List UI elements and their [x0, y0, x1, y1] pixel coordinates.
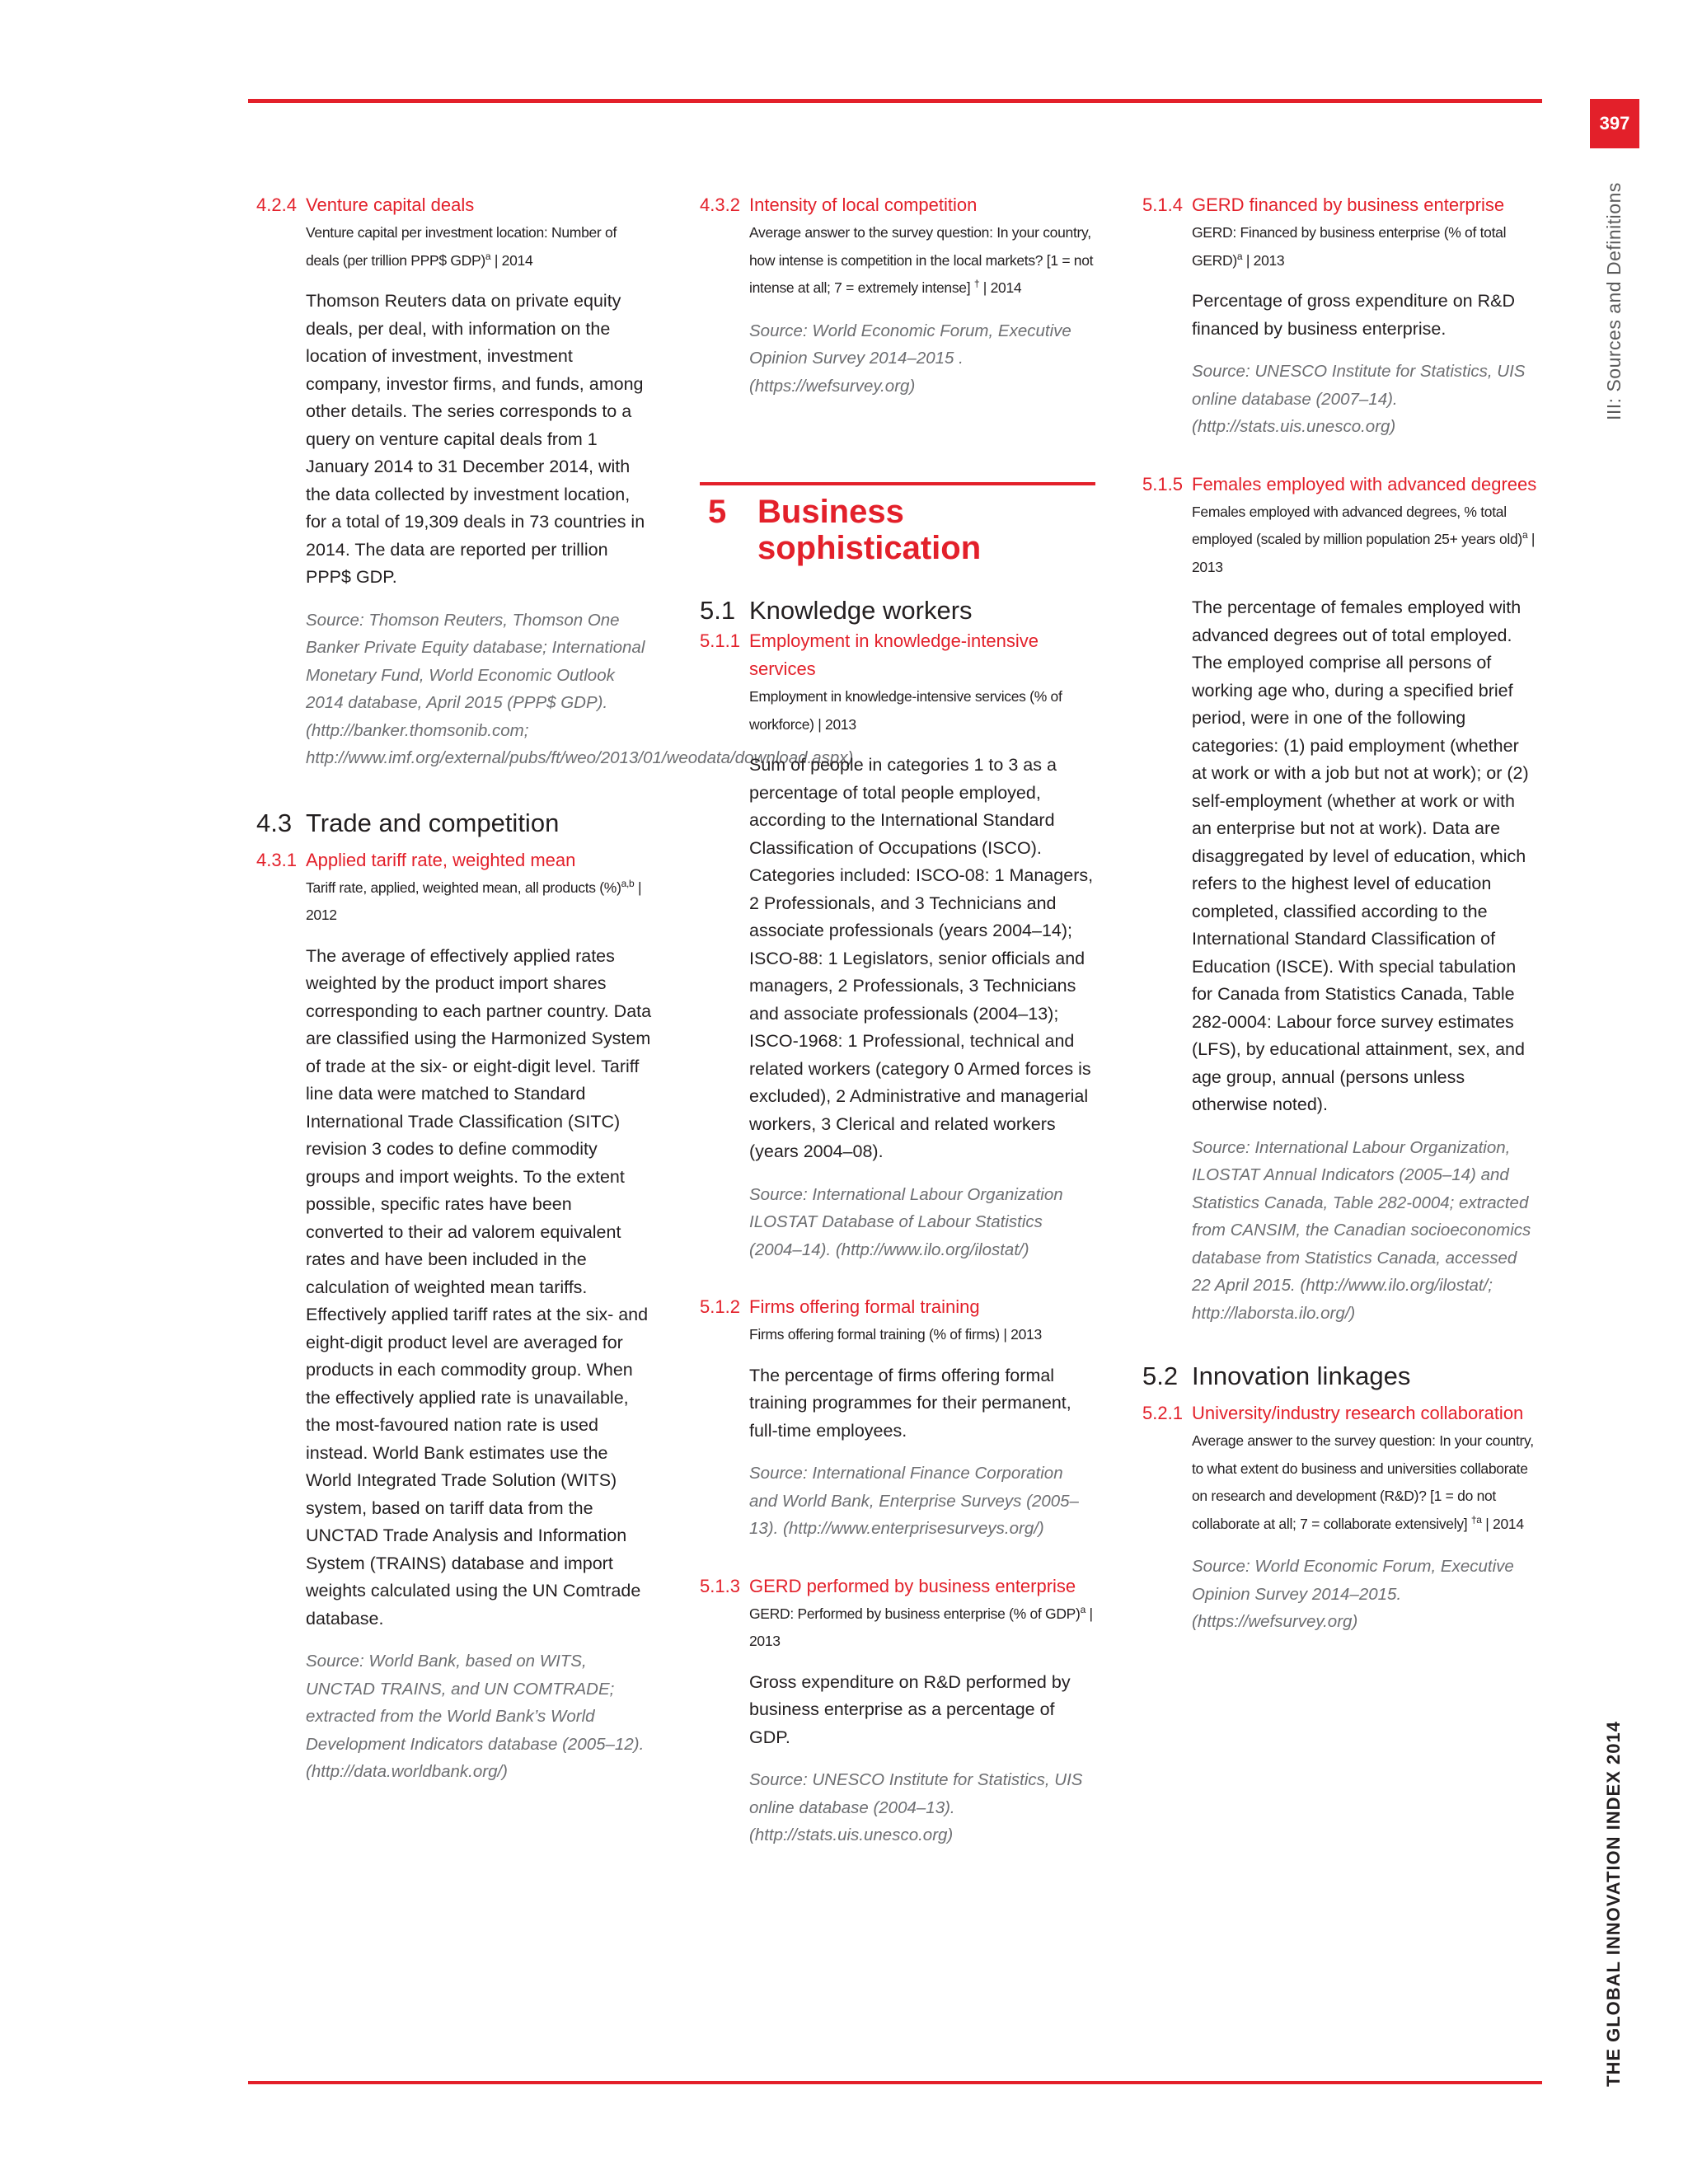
indicator-definition: GERD: Financed by business enterprise (% of total GERD)$^a$ | 2013: [1192, 224, 1507, 269]
indicator-title: Venture capital deals: [306, 194, 475, 215]
indicator-source: Source: UNESCO Institute for Statistics, UIS online database (2007–14). (http://stats.uis.unesco.org): [1192, 362, 1526, 436]
indicator-4-3-2: [700, 191, 1095, 400]
indicator-definition: Firms offering formal training (% of firms) | 2013: [749, 1326, 1042, 1343]
indicator-number: 4.3.2: [700, 194, 740, 215]
indicator-source: Source: World Economic Forum, Executive Opinion Survey 2014–2015 . (https://wefsurvey.org): [749, 321, 1071, 396]
indicator-5-1-4: [1142, 191, 1538, 441]
pillar-heading-5: 5 Business sophistication: [700, 482, 1095, 566]
indicator-5-1-5: [1142, 471, 1538, 1328]
indicator-definition: Females employed with advanced degrees, % total employed (scaled by million population 25+ years old)$^a$ | 2013: [1192, 503, 1536, 575]
indicator-5-1-3: [700, 1572, 1095, 1849]
indicator-definition: Average answer to the survey question: In your country, to what extent do business and universities collaborate on research and development (R&D)? [1 = do not collaborate at all; 7 = collaborate extensively] $^{\dagger a}$ | 2014: [1192, 1432, 1534, 1532]
indicator-title: Firms offering formal training: [749, 1296, 980, 1317]
indicator-description: Sum of people in categories 1 to 3 as a percentage of total people employed, according to the International Standard Classification of Occupations (ISCO). Categories included: ISCO-08: 1 Managers, 2 Professionals, and 3 Technicians and associate professionals (years 2004–14); ISCO-88: 1 Legislators, senior officials and managers, 2 Professionals, 3 Technicians and associate professionals (2004–13); ISCO-1968: 1 Professional, technical and related workers (category 0 Armed forces is excluded), 2 Administrative and managerial workers, 3 Clerical and related workers (years 2004–08).: [749, 755, 1094, 1161]
indicator-5-2-1: [1142, 1399, 1538, 1636]
indicator-number: 5.1.5: [1142, 473, 1183, 494]
publication-running-title: THE GLOBAL INNOVATION INDEX 2014: [1603, 1721, 1624, 2087]
indicator-number: 5.1.4: [1142, 194, 1183, 215]
indicator-definition: Tariff rate, applied, weighted mean, all products (%)$^{a,b}$ | 2012: [306, 877, 642, 923]
section-heading-4-3: 4.3 Trade and competition: [256, 808, 560, 837]
indicator-source: Source: International Labour Organization, ILOSTAT Annual Indicators (2005–14) and Statistics Canada, Table 282-0004; extracted from CANSIM, the Canadian socioeconomics database from Statistics Canada, accessed 22 April 2015. (http://www.ilo.org/ilostat/; http://laborsta.ilo.org/): [1192, 1137, 1531, 1323]
indicator-title: Employment in knowledge-intensive services: [749, 630, 1039, 679]
indicator-source: Source: World Bank, based on WITS, UNCTAD TRAINS, and UN COMTRADE; extracted from the World Bank’s World Development Indicators database (2005–12). (http://data.worldbank.org/): [306, 1652, 645, 1781]
indicator-number: 5.2.1: [1142, 1403, 1183, 1423]
section-running-head: III: Sources and Definitions: [1603, 182, 1625, 420]
page-number: 397: [1590, 99, 1639, 148]
indicator-definition: Venture capital per investment location: Number of deals (per trillion PPP$ GDP)$^a$ | 2014: [306, 224, 617, 269]
indicator-definition: GERD: Performed by business enterprise (% of GDP)$^a$ | 2013: [749, 1603, 1093, 1649]
indicator-title: GERD financed by business enterprise: [1192, 194, 1505, 215]
indicator-description: Gross expenditure on R&D performed by business enterprise as a percentage of GDP.: [749, 1671, 1071, 1747]
indicator-source: Source: UNESCO Institute for Statistics, UIS online database (2004–13). (http://stats.uis.unesco.org): [749, 1770, 1083, 1844]
column-middle: [700, 191, 1095, 1849]
indicator-title: University/industry research collaboration: [1192, 1403, 1524, 1423]
indicator-5-1-1: [700, 627, 1095, 1263]
indicator-source: Source: International Labour Organization ILOSTAT Database of Labour Statistics (2004–14). (http://www.ilo.org/ilostat/): [749, 1184, 1063, 1259]
bottom-red-rule: [248, 2081, 1542, 2084]
indicator-number: 4.2.4: [256, 194, 297, 215]
indicator-title: Females employed with advanced degrees: [1192, 473, 1537, 494]
indicator-title: Applied tariff rate, weighted mean: [306, 849, 576, 870]
indicator-source: Source: Thomson Reuters, Thomson One Banker Private Equity database; International Monetary Fund, World Economic Outlook 2014 database, April 2015 (PPP$ GDP). (http://banker.thomsonib.com; http://www.imf.org/external/pubs/ft/weo/2013/01/weodata/download.aspx): [306, 610, 854, 767]
indicator-title: Intensity of local competition: [749, 194, 978, 215]
indicator-source: Source: International Finance Corporation and World Bank, Enterprise Surveys (2005–13). (http://www.enterprisesurveys.org/): [749, 1464, 1079, 1538]
indicator-description: Percentage of gross expenditure on R&D financed by business enterprise.: [1192, 291, 1516, 339]
indicator-number: 5.1.3: [700, 1575, 740, 1596]
section-heading-5-1: 5.1 Knowledge workers: [700, 596, 973, 625]
indicator-description: The percentage of firms offering formal training programmes for their permanent, full-time employees.: [749, 1365, 1071, 1441]
indicator-number: 4.3.1: [256, 849, 297, 870]
section-heading-5-2: 5.2 Innovation linkages: [1142, 1361, 1411, 1390]
indicator-number: 5.1.2: [700, 1296, 740, 1317]
indicator-title: GERD performed by business enterprise: [749, 1575, 1076, 1596]
indicator-5-1-2: [700, 1293, 1095, 1543]
indicator-source: Source: World Economic Forum, Executive Opinion Survey 2014–2015. (https://wefsurvey.org): [1192, 1557, 1514, 1631]
indicator-description: Thomson Reuters data on private equity deals, per deal, with information on the location of investment, investment company, investor firms, and funds, among other details. The series corresponds to a query on venture capital deals from 1 January 2014 to 31 December 2014, with the data collected by investment location, for a total of 19,309 deals in 73 countries in 2014. The data are reported per trillion PPP$ GDP.: [306, 291, 645, 587]
column-right: [1142, 191, 1538, 1636]
top-red-rule: [248, 99, 1542, 103]
indicator-definition: Average answer to the survey question: In your country, how intense is competition in the local markets? [1 = not intense at all; 7 = extremely intense] † | 2014: [749, 224, 1094, 296]
indicator-description: The average of effectively applied rates weighted by the product import shares corresponding to each partner country. Data are classified using the Harmonized System of trade at the six- or eight-digit level. Tariff line data were matched to Standard International Trade Classification (SITC) revision 3 codes to define commodity groups and import weights. To the extent possible, specific rates have been converted to their ad valorem equivalent rates and have been included in the calculation of weighted mean tariffs. Effectively applied tariff rates at the six- and eight-digit product level are averaged for products in each commodity group. When the effectively applied rate is unavailable, the most-favoured nation rate is used instead. World Bank estimates use the World Integrated Trade Solution (WITS) system, based on tariff data from the UNCTAD Trade Analysis and Information System (TRAINS) database and import weights calculated using the UN Comtrade database.: [306, 945, 652, 1629]
indicator-description: The percentage of females employed with advanced degrees out of total employed. The employed comprise all persons of working age who, during a specified brief period, were in one of the following categories: (1) paid employment (whether at work or with a job but not at work); or (2) self-employment (whether at work or with an enterprise but not at work). Data are disaggregated by level of education, which refers to the highest level of education completed, classified according to the International Standard Classification of Education (ISCE). With special tabulation for Canada from Statistics Canada, Table 282-0004: Labour force survey estimates (LFS), by educational attainment, sex, and age group, annual (persons unless otherwise noted).: [1192, 598, 1529, 1114]
indicator-4-3-1: [256, 846, 652, 1786]
indicator-definition: Employment in knowledge-intensive services (% of workforce) | 2013: [749, 688, 1062, 733]
indicator-number: 5.1.1: [700, 630, 740, 651]
